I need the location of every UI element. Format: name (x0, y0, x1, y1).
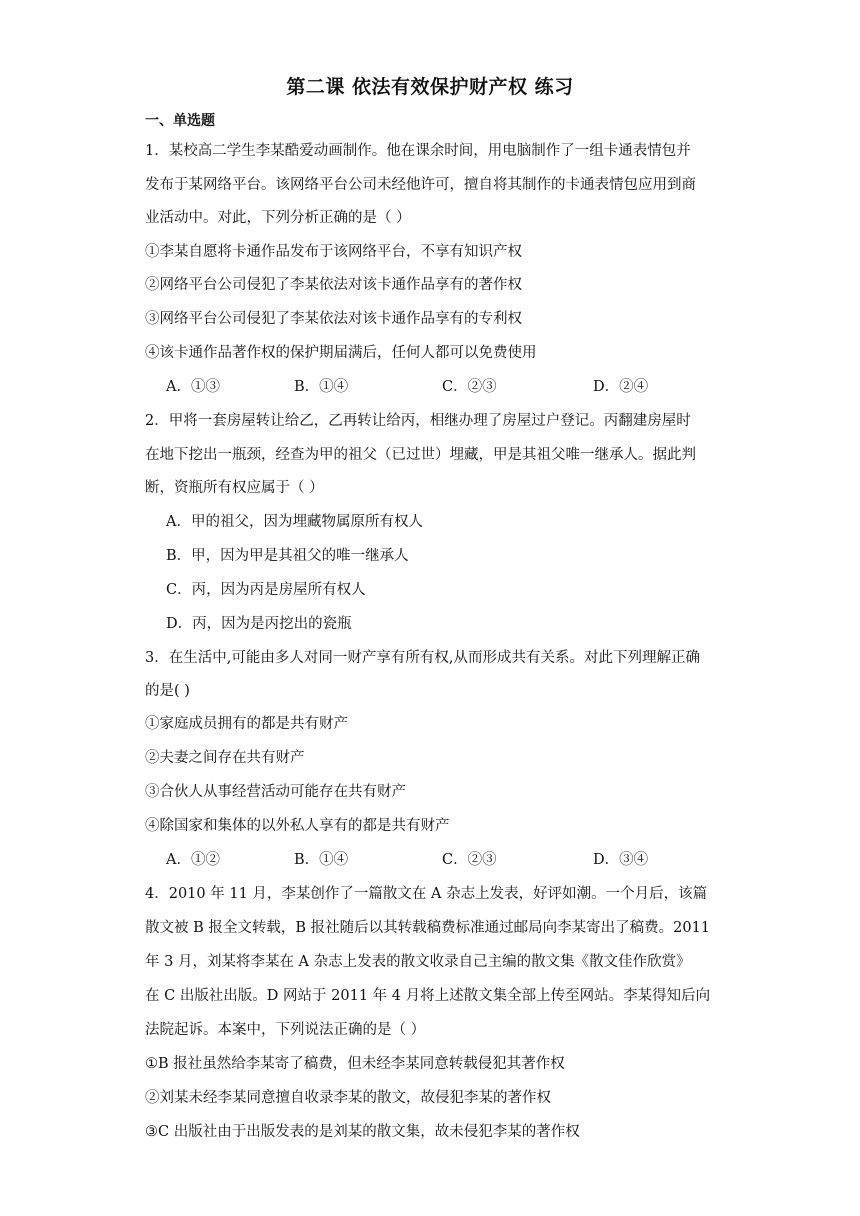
q4-stem-line-5: 法院起诉。本案中，下列说法正确的是（ ） (145, 1022, 426, 1038)
q2-stem-line-1: 2．甲将一套房屋转让给乙，乙再转让给丙，相继办理了房屋过户登记。丙翻建房屋时 (145, 413, 691, 429)
q4-stem-line-2: 散文被 B 报全文转载，B 报社随后以其转载稿费标准通过邮局向李某寄出了稿费。2011 (145, 920, 711, 936)
q2-stem-line-3: 断，资瓶所有权应属于（ ） (145, 480, 324, 496)
q4-statement-1: ①B 报社虽然给李某寄了稿费，但未经李某同意转载侵犯其著作权 (145, 1056, 565, 1072)
q3-option-b[interactable]: B．①④ (294, 852, 349, 868)
q3-statement-1: ①家庭成员拥有的都是共有财产 (145, 716, 348, 732)
q1-statement-3: ③网络平台公司侵犯了李某依法对该卡通作品享有的专利权 (145, 311, 522, 327)
page-title: 第二课 依法有效保护财产权 练习 (286, 76, 574, 98)
q2-option-c[interactable]: C．丙，因为丙是房屋所有权人 (166, 582, 366, 598)
q4-stem-line-4: 在 C 出版社出版。D 网站于 2011 年 4 月将上述散文集全部上传至网站。李某得知后向 (145, 988, 711, 1004)
q1-option-a[interactable]: A．①③ (166, 379, 220, 395)
q3-option-d[interactable]: D．③④ (593, 852, 649, 868)
q4-stem-line-1: 4．2010 年 11 月，李某创作了一篇散文在 A 杂志上发表，好评如潮。一个月后，该篇 (145, 886, 708, 902)
q1-stem-line-3: 业活动中。对此，下列分析正确的是（ ） (145, 210, 411, 226)
q2-stem-line-2: 在地下挖出一瓶颈，经查为甲的祖父（已过世）埋藏，甲是其祖父唯一继承人。据此判 (145, 447, 696, 463)
q1-statement-1: ①李某自愿将卡通作品发布于该网络平台，不享有知识产权 (145, 244, 522, 260)
q1-options (166, 377, 726, 397)
q1-stem-line-1: 1．某校高二学生李某酷爱动画制作。他在课余时间，用电脑制作了一组卡通表情包并 (145, 143, 691, 159)
q3-statement-2: ②夫妻之间存在共有财产 (145, 750, 305, 766)
q1-statement-2: ②网络平台公司侵犯了李某依法对该卡通作品享有的著作权 (145, 277, 522, 293)
q2-option-b[interactable]: B．甲，因为甲是其祖父的唯一继承人 (166, 548, 409, 564)
q3-statement-4: ④除国家和集体的以外私人享有的都是共有财产 (145, 818, 450, 834)
q2-option-d[interactable]: D．丙，因为是丙挖出的瓷瓶 (166, 616, 352, 632)
q3-statement-3: ③合伙人从事经营活动可能存在共有财产 (145, 784, 406, 800)
q1-option-c[interactable]: C．②③ (442, 379, 497, 395)
q1-option-b[interactable]: B．①④ (294, 379, 349, 395)
q1-option-d[interactable]: D．②④ (593, 379, 649, 395)
q4-statement-3: ③C 出版社由于出版发表的是刘某的散文集，故未侵犯李某的著作权 (145, 1124, 580, 1140)
q1-statement-4: ④该卡通作品著作权的保护期届满后，任何人都可以免费使用 (145, 345, 537, 361)
q3-option-a[interactable]: A．①② (166, 852, 220, 868)
q3-stem-line-1: 3．在生活中,可能由多人对同一财产享有所有权,从而形成共有关系。对此下列理解正确 (145, 650, 700, 666)
q3-options (166, 850, 726, 870)
q4-stem-line-3: 年 3 月，刘某将李某在 A 杂志上发表的散文收录自己主编的散文集《散文佳作欣赏》 (145, 954, 691, 970)
q3-stem-line-2: 的是( ) (145, 683, 190, 699)
q1-stem-line-2: 发布于某网络平台。该网络平台公司未经他许可，擅自将其制作的卡通表情包应用到商 (145, 177, 696, 193)
section-heading: 一、单选题 (145, 113, 215, 129)
q2-option-a[interactable]: A．甲的祖父，因为埋藏物属原所有权人 (166, 514, 423, 530)
q3-option-c[interactable]: C．②③ (442, 852, 497, 868)
q4-statement-2: ②刘某未经李某同意擅自收录李某的散文，故侵犯李某的著作权 (145, 1090, 551, 1106)
